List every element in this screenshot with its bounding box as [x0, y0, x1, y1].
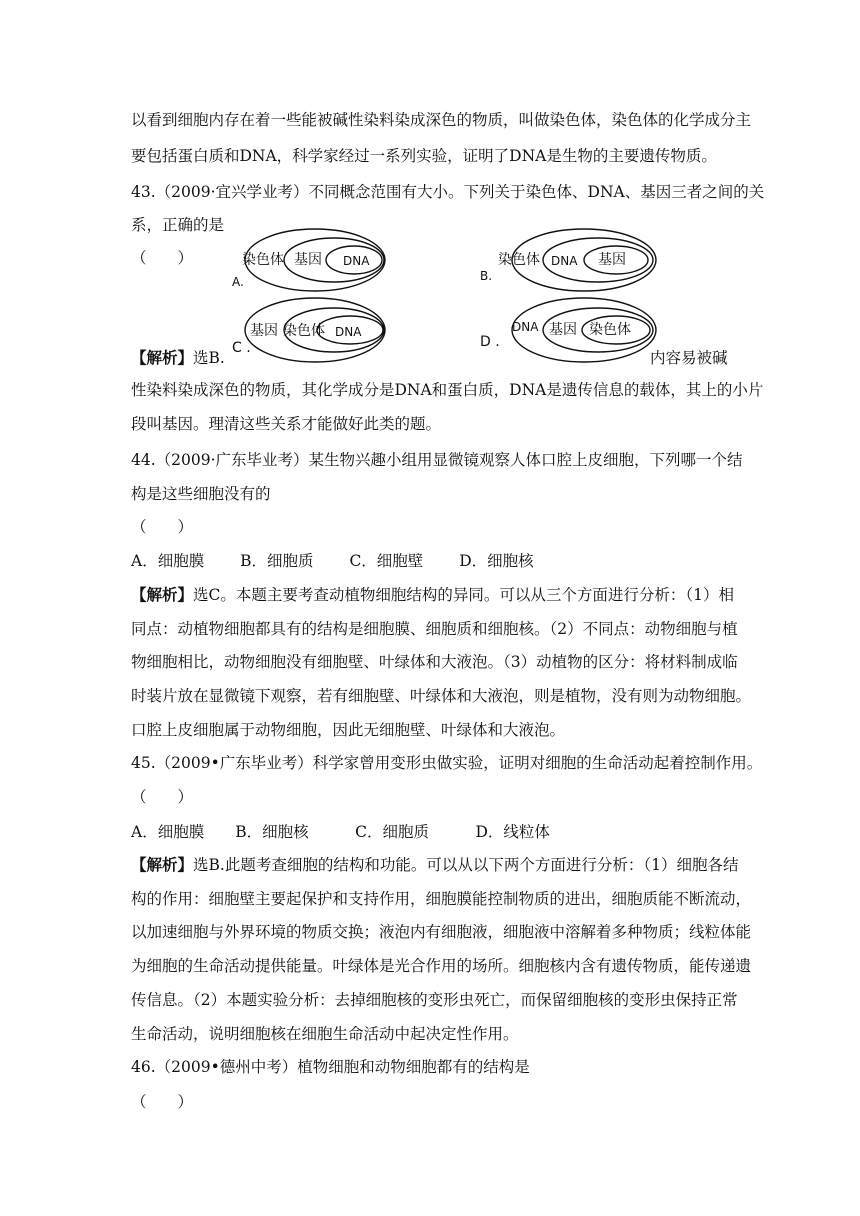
- q44-analysis-text: 选C。本题主要考查动植物细胞结构的异同。可以从三个方面进行分析：（1）相: [193, 586, 734, 604]
- q44-stem-line-2: 构是这些细胞没有的: [131, 485, 271, 503]
- q45-answer-paren: （ ）: [131, 788, 194, 806]
- diagram-c-letter: C .: [232, 340, 251, 356]
- q43-diagram-b: [474, 224, 664, 296]
- diagram-d-inner-label: 染色体: [589, 322, 631, 338]
- q43-diagram-a: [226, 224, 396, 296]
- diagram-d-outer-label: DNA: [512, 320, 539, 334]
- diagram-a-inner-label: DNA: [343, 254, 370, 268]
- q43-answer-paren: （ ）: [131, 249, 194, 267]
- q43-stem-line-1: 43.（2009·宜兴学业考）不同概念范围有大小。下列关于染色体、DNA、基因三者之间的关: [131, 183, 765, 201]
- q45-analysis-head: 【解析】: [131, 855, 194, 874]
- diagram-a-middle-label: 基因: [294, 252, 322, 268]
- q44-analysis-line-1: [131, 585, 734, 605]
- diagram-b-outer-label: 染色体: [498, 252, 540, 268]
- q44-stem-line-1: 44.（2009·广东毕业考）某生物兴趣小组用显微镜观察人体口腔上皮细胞，下列哪一个结: [131, 451, 743, 469]
- diagram-c-outer-label: 基因: [250, 323, 278, 339]
- q43-diagram-d: [474, 294, 664, 366]
- q45-analysis-line-6: 生命活动，说明细胞核在细胞生命活动中起决定性作用。: [131, 1025, 519, 1043]
- diagram-c-inner-label: DNA: [335, 325, 362, 339]
- q43-analysis-line-1: [131, 348, 225, 368]
- q45-options: A．细胞膜 B．细胞核 C．细胞质 D．线粒体: [131, 823, 550, 841]
- q44-analysis-line-4: 时装片放在显微镜下观察，若有细胞壁、叶绿体和大液泡，则是植物，没有则为动物细胞。: [131, 687, 752, 705]
- q43-analysis-line-1-tail: 内容易被碱: [650, 349, 728, 367]
- q45-analysis-line-1: [131, 855, 738, 875]
- q44-analysis-head: 【解析】: [131, 585, 194, 604]
- q44-analysis-line-2: 同点：动植物细胞都具有的结构是细胞膜、细胞质和细胞核。（2）不同点：动物细胞与植: [131, 620, 738, 638]
- q45-stem-line-1: 45.（2009•广东毕业考）科学家曾用变形虫做实验，证明对细胞的生命活动起着控制作用。: [131, 754, 763, 772]
- diagram-d-middle-label: 基因: [549, 322, 577, 338]
- diagram-a-outer-label: 染色体: [242, 252, 284, 268]
- q45-analysis-line-4: 为细胞的生命活动提供能量。叶绿体是光合作用的场所。细胞核内含有遗传物质，能传递遗: [131, 957, 752, 975]
- diagram-b-inner-label: 基因: [598, 252, 626, 268]
- intro-line-2: 要包括蛋白质和DNA，科学家经过一系列实验，证明了DNA是生物的主要遗传物质。: [131, 147, 717, 165]
- q43-analysis-line-3: 段叫基因。理清这些关系才能做好此类的题。: [131, 415, 442, 433]
- intro-line-1: 以看到细胞内存在着一些能被碱性染料染成深色的物质，叫做染色体，染色体的化学成分主: [131, 111, 752, 129]
- q45-analysis-line-5: 传信息。（2）本题实验分析：去掉细胞核的变形虫死亡，而保留细胞核的变形虫保持正常: [131, 991, 738, 1009]
- q43-diagram-c: [226, 294, 396, 366]
- q45-analysis-text: 选B.此题考查细胞的结构和功能。可以从以下两个方面进行分析：（1）细胞各结: [193, 856, 739, 874]
- diagram-d-letter: D .: [480, 334, 500, 350]
- q46-answer-paren: （ ）: [131, 1093, 194, 1111]
- diagram-a-letter: A.: [232, 275, 244, 289]
- q43-stem-line-2: 系，正确的是: [131, 216, 225, 234]
- q46-stem-line-1: 46.（2009•德州中考）植物细胞和动物细胞都有的结构是: [131, 1058, 530, 1076]
- q43-analysis-line-2: 性染料染成深色的物质，其化学成分是DNA和蛋白质，DNA是遗传信息的载体，其上的小片: [131, 381, 764, 399]
- q44-analysis-line-3: 物细胞相比，动物细胞没有细胞壁、叶绿体和大液泡。（3）动植物的区分：将材料制成临: [131, 653, 738, 671]
- diagram-b-middle-label: DNA: [551, 254, 578, 268]
- q45-analysis-line-2: 构的作用：细胞壁主要起保护和支持作用，细胞膜能控制物质的进出，细胞质能不断流动，: [131, 890, 752, 908]
- diagram-b-letter: B.: [480, 269, 493, 283]
- q43-analysis-answer: 选B.: [193, 349, 225, 367]
- q44-answer-paren: （ ）: [131, 518, 194, 536]
- q43-analysis-head: 【解析】: [131, 348, 194, 367]
- diagram-c-middle-label: 染色体: [283, 323, 325, 339]
- q44-options: A．细胞膜 B．细胞质 C．细胞壁 D．细胞核: [131, 552, 534, 570]
- q45-analysis-line-3: 以加速细胞与外界环境的物质交换；液泡内有细胞液，细胞液中溶解着多种物质；线粒体能: [131, 923, 752, 941]
- q44-analysis-line-5: 口腔上皮细胞属于动物细胞，因此无细胞壁、叶绿体和大液泡。: [131, 721, 566, 739]
